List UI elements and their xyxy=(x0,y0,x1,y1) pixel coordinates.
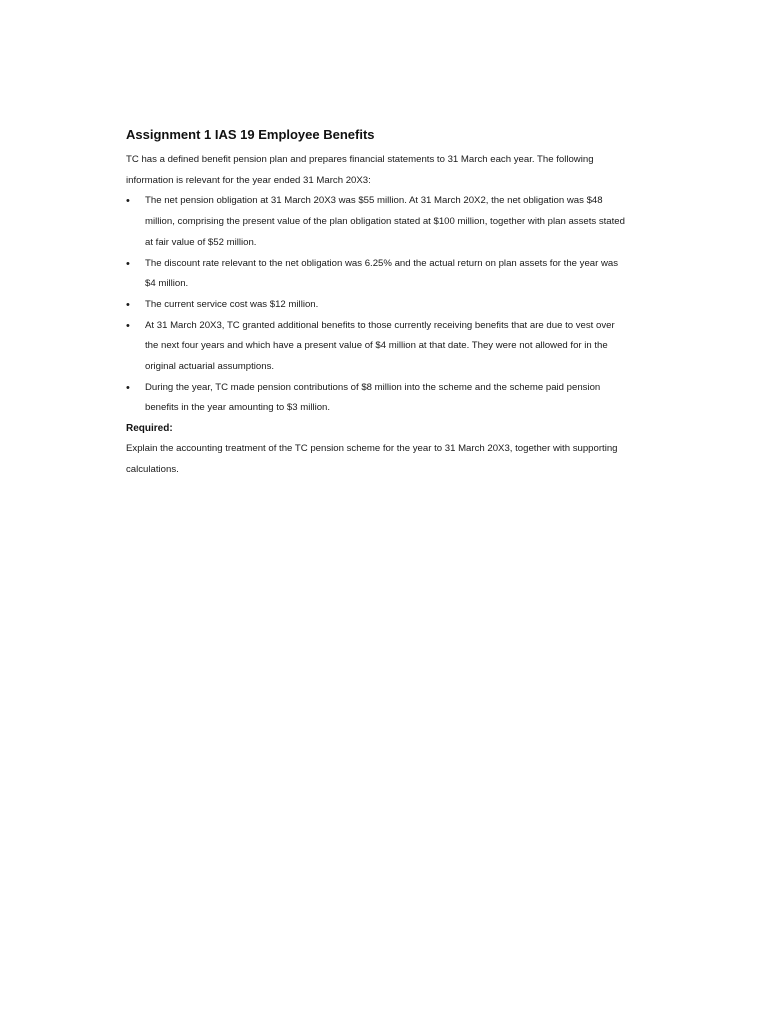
bullet-list xyxy=(126,191,626,419)
document-page xyxy=(126,126,626,481)
bullet-item xyxy=(126,316,626,378)
bullet-text: At 31 March 20X3, TC granted additional benefits to those currently receiving benefits that are due to vest over the next four years and which have a present value of $4 million at that date. They were not allowed for in the original actuarial assumptions. xyxy=(145,319,615,373)
bullet-item xyxy=(126,254,626,295)
bullet-item xyxy=(126,191,626,253)
required-heading: Required: xyxy=(126,423,173,435)
bullet-text: During the year, TC made pension contributions of $8 million into the scheme and the scheme paid pension benefits in the year amounting to $3 million. xyxy=(145,381,601,414)
intro-paragraph: TC has a defined benefit pension plan and prepares financial statements to 31 March each year. The following information is relevant for the year ended 31 March 20X3: xyxy=(126,154,594,186)
bullet-text: The discount rate relevant to the net obligation was 6.25% and the actual return on plan assets for the year was $4 million. xyxy=(145,257,619,290)
bullet-icon: • xyxy=(126,319,130,332)
bullet-item xyxy=(126,378,626,419)
bullet-text: The net pension obligation at 31 March 20X3 was $55 million. At 31 March 20X2, the net obligation was $48 million, comprising the present value of the plan obligation stated at $100 million, together with plan assets stated at fair value of $52 million. xyxy=(145,195,625,248)
required-text: Explain the accounting treatment of the TC pension scheme for the year to 31 March 20X3, together with supporting calculations. xyxy=(126,443,618,475)
bullet-icon: • xyxy=(126,195,130,208)
document-title: Assignment 1 IAS 19 Employee Benefits xyxy=(126,127,375,142)
bullet-text: The current service cost was $12 million. xyxy=(145,298,319,310)
bullet-item xyxy=(126,295,626,316)
bullet-icon: • xyxy=(126,381,130,394)
bullet-icon: • xyxy=(126,298,130,311)
bullet-icon: • xyxy=(126,257,130,270)
